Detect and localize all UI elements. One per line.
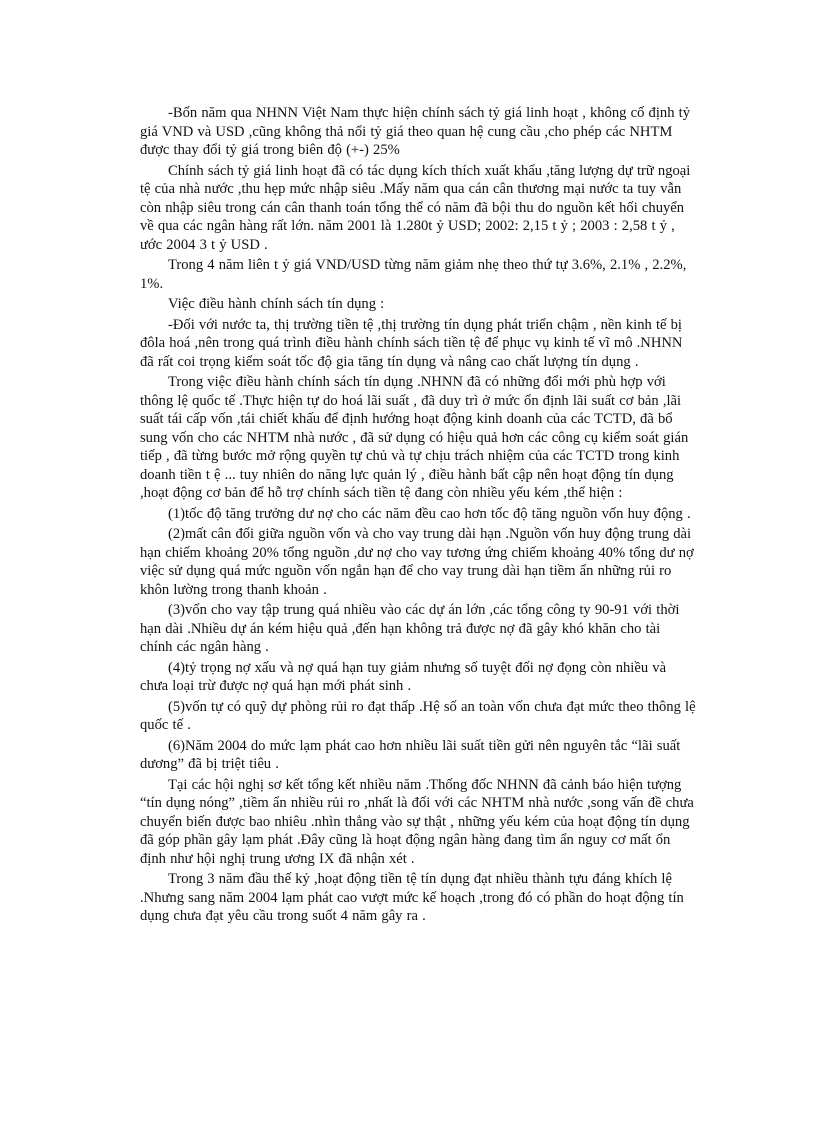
paragraph-issue-1: (1)tốc độ tăng trưởng dư nợ cho các năm đều cao hơn tốc độ tăng nguồn vốn huy động . [168,505,691,522]
paragraph-exchange-rate-decline: Trong 4 năm liên t ỷ giá VND/USD từng năm giảm nhẹ theo thứ tự 3.6%, 2.1% , 2.2%, 1%. [140,257,687,292]
paragraph-exchange-rate-effects: Chính sách tỷ giá linh hoạt đã có tác dụng kích thích xuất khẩu ,tăng lượng dự trữ ngoại tệ của nhà nước ,thu hẹp mức nhập siêu .Mấy năm qua cán cân thương mại nước ta tuy vẫn còn nhập siêu trong cán cân thanh toán tổng thể có năm đã bội thu do nguồn kết hối chuyển về qua các ngân hàng rất lớn. năm 2001 là 1.280t ỷ USD; 2002: 2,15 t ỷ ; 2003 : 2,58 t ỷ , ước 2004 3 t ỷ USD . [140,162,691,253]
paragraph-credit-reform: Trong việc điều hành chính sách tín dụng .NHNN đã có những đổi mới phù hợp với thông lệ quốc tế .Thực hiện tự do hoá lãi suất , đã duy trì ở mức ổn định lãi suất cơ bản ,lãi suất tái cấp vốn ,tái chiết khấu để định hướng hoạt động kinh doanh của các TCTD, đã bổ sung vốn cho các NHTM nhà nước , đã sử dụng có hiệu quả hơn các công cụ kiểm soát gián tiếp , đã từng bước mở rộng quyền tự chủ và tự chịu trách nhiệm của các TCTD trong kinh doanh tiền t ệ ... tuy nhiên do năng lực quản lý , điều hành bất cập nên hoạt động tín dụng ,hoạt động cơ bản để hỗ trợ chính sách tiền tệ đang còn nhiều yếu kém ,thể hiện : [140,374,689,501]
paragraph-issue-5: (5)vốn tự có quỹ dự phòng rủi ro đạt thấp .Hệ số an toàn vốn chưa đạt mức theo thông lệ quốc tế . [140,698,696,733]
paragraph-issue-6: (6)Năm 2004 do mức lạm phát cao hơn nhiều lãi suất tiền gửi nên nguyên tắc “lãi suất dương” đã bị triệt tiêu . [140,737,681,772]
paragraph-exchange-rate-policy: -Bốn năm qua NHNN Việt Nam thực hiện chính sách tỷ giá linh hoạt , không cố định tỷ giá VND và USD ,cũng không thả nổi tỷ giá theo quan hệ cung cầu ,cho phép các NHTM được thay đổi tỷ giá trong biên độ (+-) 25% [140,105,690,158]
paragraph-credit-policy-heading: Việc điều hành chính sách tín dụng : [168,296,385,312]
paragraph-issue-4: (4)tỷ trọng nợ xấu và nợ quá hạn tuy giảm nhưng số tuyệt đối nợ đọng còn nhiều và chưa loại trừ được nợ quá hạn mới phát sinh . [140,659,667,694]
paragraph-credit-market: -Đối với nước ta, thị trường tiền tệ ,thị trường tín dụng phát triển chậm , nền kinh tế bị đôla hoá ,nên trong quá trình điều hành chính sách tiền tệ để phục vụ kinh tế vĩ mô .NHNN đã rất coi trọng kiểm soát tốc độ gia tăng tín dụng và nâng cao chất lượng tín dụng . [140,316,683,370]
paragraph-issue-3: (3)vốn cho vay tập trung quá nhiều vào các dự án lớn ,các tổng công ty 90-91 với thời hạn dài .Nhiều dự án kém hiệu quả ,đến hạn không trả được nợ đã gây khó khăn cho tài chính các ngân hàng . [140,602,680,655]
paragraph-conclusion: Trong 3 năm đầu thế kỷ ,hoạt động tiền tệ tín dụng đạt nhiều thành tựu đáng khích lệ .Nhưng sang năm 2004 lạm phát cao vượt mức kế hoạch ,trong đó có phần do hoạt động tín dụng chưa đạt yêu cầu trong suốt 4 năm gây ra . [140,871,684,924]
paragraph-issue-2: (2)mất cân đối giữa nguồn vốn và cho vay trung dài hạn .Nguồn vốn huy động trung dài hạn chiếm khoảng 20% tổng nguồn ,dư nợ cho vay tương ứng chiếm khoảng 40% tổng dư nợ việc sử dụng quá mức nguồn vốn ngắn hạn để cho vay trung dài hạn tiềm ẩn những rủi ro khôn lường trong thanh khoản . [140,526,694,598]
paragraph-hot-credit-warning: Tại các hội nghị sơ kết tổng kết nhiều năm .Thống đốc NHNN đã cảnh báo hiện tượng “tín dụng nóng” ,tiềm ẩn nhiều rủi ro ,nhất là đối với các NHTM nhà nước ,song vấn đề chưa chuyển biến được bao nhiêu .nhìn thẳng vào sự thật , những yếu kém của hoạt động tín dụng đã góp phần gây lạm phát .Đây cũng là hoạt động ngân hàng đang tìm ẩn nguy cơ mất ổn định như hội nghị trung ương IX đã nhận xét . [140,776,694,867]
document-page [140,104,696,928]
